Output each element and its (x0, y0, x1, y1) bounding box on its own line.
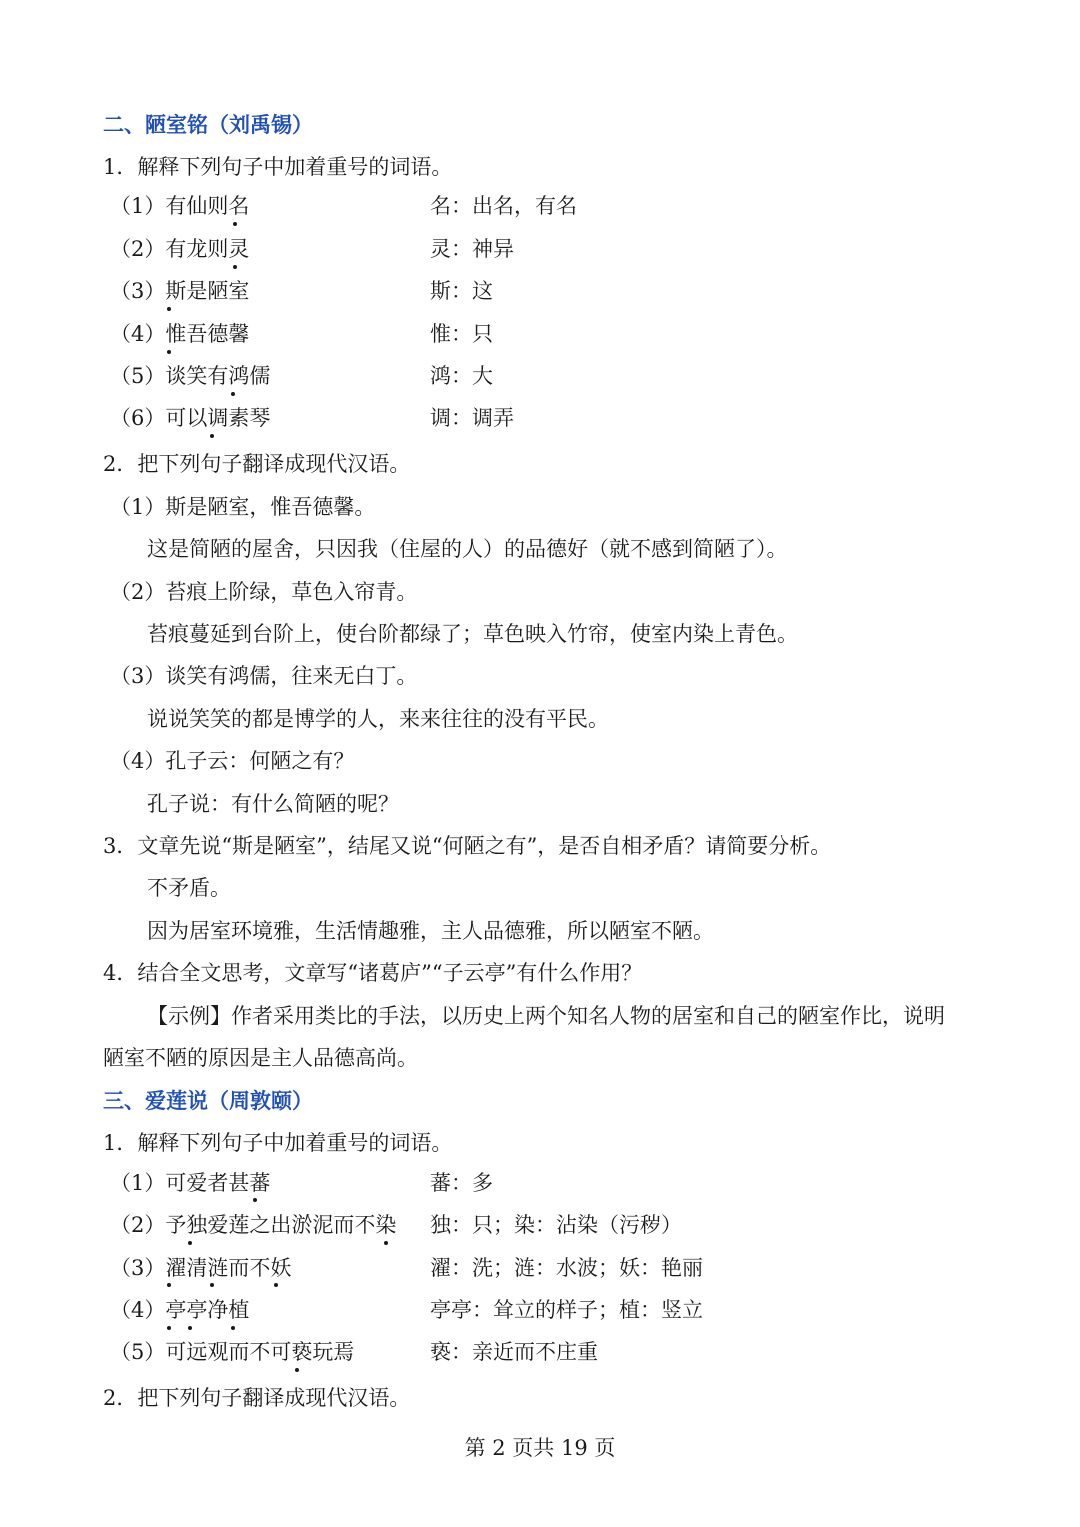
vocab-meaning: 名：出名，有名 (430, 194, 577, 218)
vocab-row (0, 319, 1080, 349)
emphasis-dot (231, 392, 235, 396)
vocab-phrase: （6）可以调素琴 (110, 406, 271, 430)
vocab-meaning: 鸿：大 (430, 364, 493, 388)
vocab-phrase: （1）可爱者甚蕃 (110, 1171, 271, 1195)
question-2-title: 2．把下列句子翻译成现代汉语。 (103, 1386, 411, 1410)
emphasis-dot (167, 350, 171, 354)
vocab-phrase: （4）亭亭净植 (110, 1298, 250, 1322)
question-4-title: 4．结合全文思考，文章写“诸葛庐”“子云亭”有什么作用？ (103, 961, 643, 985)
vocab-meaning: 斯：这 (430, 279, 493, 303)
emphasis-dot (210, 434, 214, 438)
section-heading-ailianshuo: 三、爱莲说（周敦颐） (103, 1088, 313, 1113)
emphasis-dot (167, 307, 171, 311)
vocab-row (0, 234, 1080, 264)
translation-question: （4）孔子云：何陋之有？ (110, 749, 355, 773)
vocab-row (0, 1210, 1080, 1240)
vocab-meaning: 亭亭：耸立的样子；植：竖立 (430, 1298, 703, 1322)
question-2-title: 2．把下列句子翻译成现代汉语。 (103, 452, 411, 476)
question-1-title: 1．解释下列句子中加着重号的词语。 (103, 155, 453, 179)
question-3-answer: 因为居室环境雅，生活情趣雅，主人品德雅，所以陋室不陋。 (147, 919, 714, 943)
emphasis-dot (384, 1241, 388, 1245)
vocab-meaning: 蕃：多 (430, 1171, 493, 1195)
vocab-phrase: （1）有仙则名 (110, 194, 250, 218)
emphasis-dot (295, 1368, 299, 1372)
page-number: 第 2 页共 19 页 (464, 1436, 616, 1460)
vocab-phrase: （3）斯是陋室 (110, 279, 250, 303)
translation-answer: 这是简陋的屋舍，只因我（住屋的人）的品德好（就不感到简陋了）。 (147, 537, 788, 561)
emphasis-dot (188, 1241, 192, 1245)
vocab-row (0, 1168, 1080, 1198)
emphasis-dot (167, 1326, 171, 1330)
vocab-phrase: （2）有龙则灵 (110, 237, 250, 261)
question-4-answer: 【示例】作者采用类比的手法，以历史上两个知名人物的居室和自己的陋室作比，说明 (147, 1004, 945, 1028)
emphasis-dot (233, 222, 237, 226)
vocab-phrase: （5）可远观而不可亵玩焉 (110, 1340, 355, 1364)
emphasis-dot (167, 1283, 171, 1287)
translation-answer: 苔痕蔓延到台阶上，使台阶都绿了；草色映入竹帘，使室内染上青色。 (147, 622, 798, 646)
vocab-meaning: 独：只；染：沾染（污秽） (430, 1213, 682, 1237)
translation-question: （2）苔痕上阶绿，草色入帘青。 (110, 580, 418, 604)
vocab-row (0, 191, 1080, 221)
vocab-phrase: （4）惟吾德馨 (110, 322, 250, 346)
translation-question: （1）斯是陋室，惟吾德馨。 (110, 495, 376, 519)
vocab-meaning: 亵：亲近而不庄重 (430, 1340, 598, 1364)
question-1-title: 1．解释下列句子中加着重号的词语。 (103, 1131, 453, 1155)
question-4-answer-continued: 陋室不陋的原因是主人品德高尚。 (103, 1046, 418, 1070)
emphasis-dot (274, 1283, 278, 1287)
vocab-phrase: （3）濯清涟而不妖 (110, 1256, 292, 1280)
translation-answer: 孔子说：有什么简陋的呢？ (147, 792, 399, 816)
vocab-meaning: 灵：神异 (430, 237, 514, 261)
vocab-phrase: （5）谈笑有鸿儒 (110, 364, 271, 388)
question-3-title: 3．文章先说“斯是陋室”，结尾又说“何陋之有”，是否自相矛盾？请简要分析。 (103, 834, 832, 858)
emphasis-dot (253, 1198, 257, 1202)
vocab-row (0, 403, 1080, 433)
emphasis-dot (210, 1283, 214, 1287)
emphasis-dot (188, 1326, 192, 1330)
question-3-answer: 不矛盾。 (147, 876, 231, 900)
vocab-row (0, 1253, 1080, 1283)
vocab-phrase: （2）予独爱莲之出淤泥而不染 (110, 1213, 397, 1237)
vocab-row (0, 1295, 1080, 1325)
vocab-meaning: 濯：洗；涟：水波；妖：艳丽 (430, 1256, 703, 1280)
vocab-row (0, 276, 1080, 306)
vocab-row (0, 361, 1080, 391)
emphasis-dot (233, 265, 237, 269)
vocab-meaning: 惟：只 (430, 322, 493, 346)
vocab-row (0, 1337, 1080, 1367)
translation-question: （3）谈笑有鸿儒，往来无白丁。 (110, 664, 418, 688)
section-heading-loushiming: 二、陋室铭（刘禹锡） (103, 112, 313, 137)
vocab-meaning: 调：调弄 (430, 406, 514, 430)
translation-answer: 说说笑笑的都是博学的人，来来往往的没有平民。 (147, 707, 609, 731)
emphasis-dot (231, 1326, 235, 1330)
